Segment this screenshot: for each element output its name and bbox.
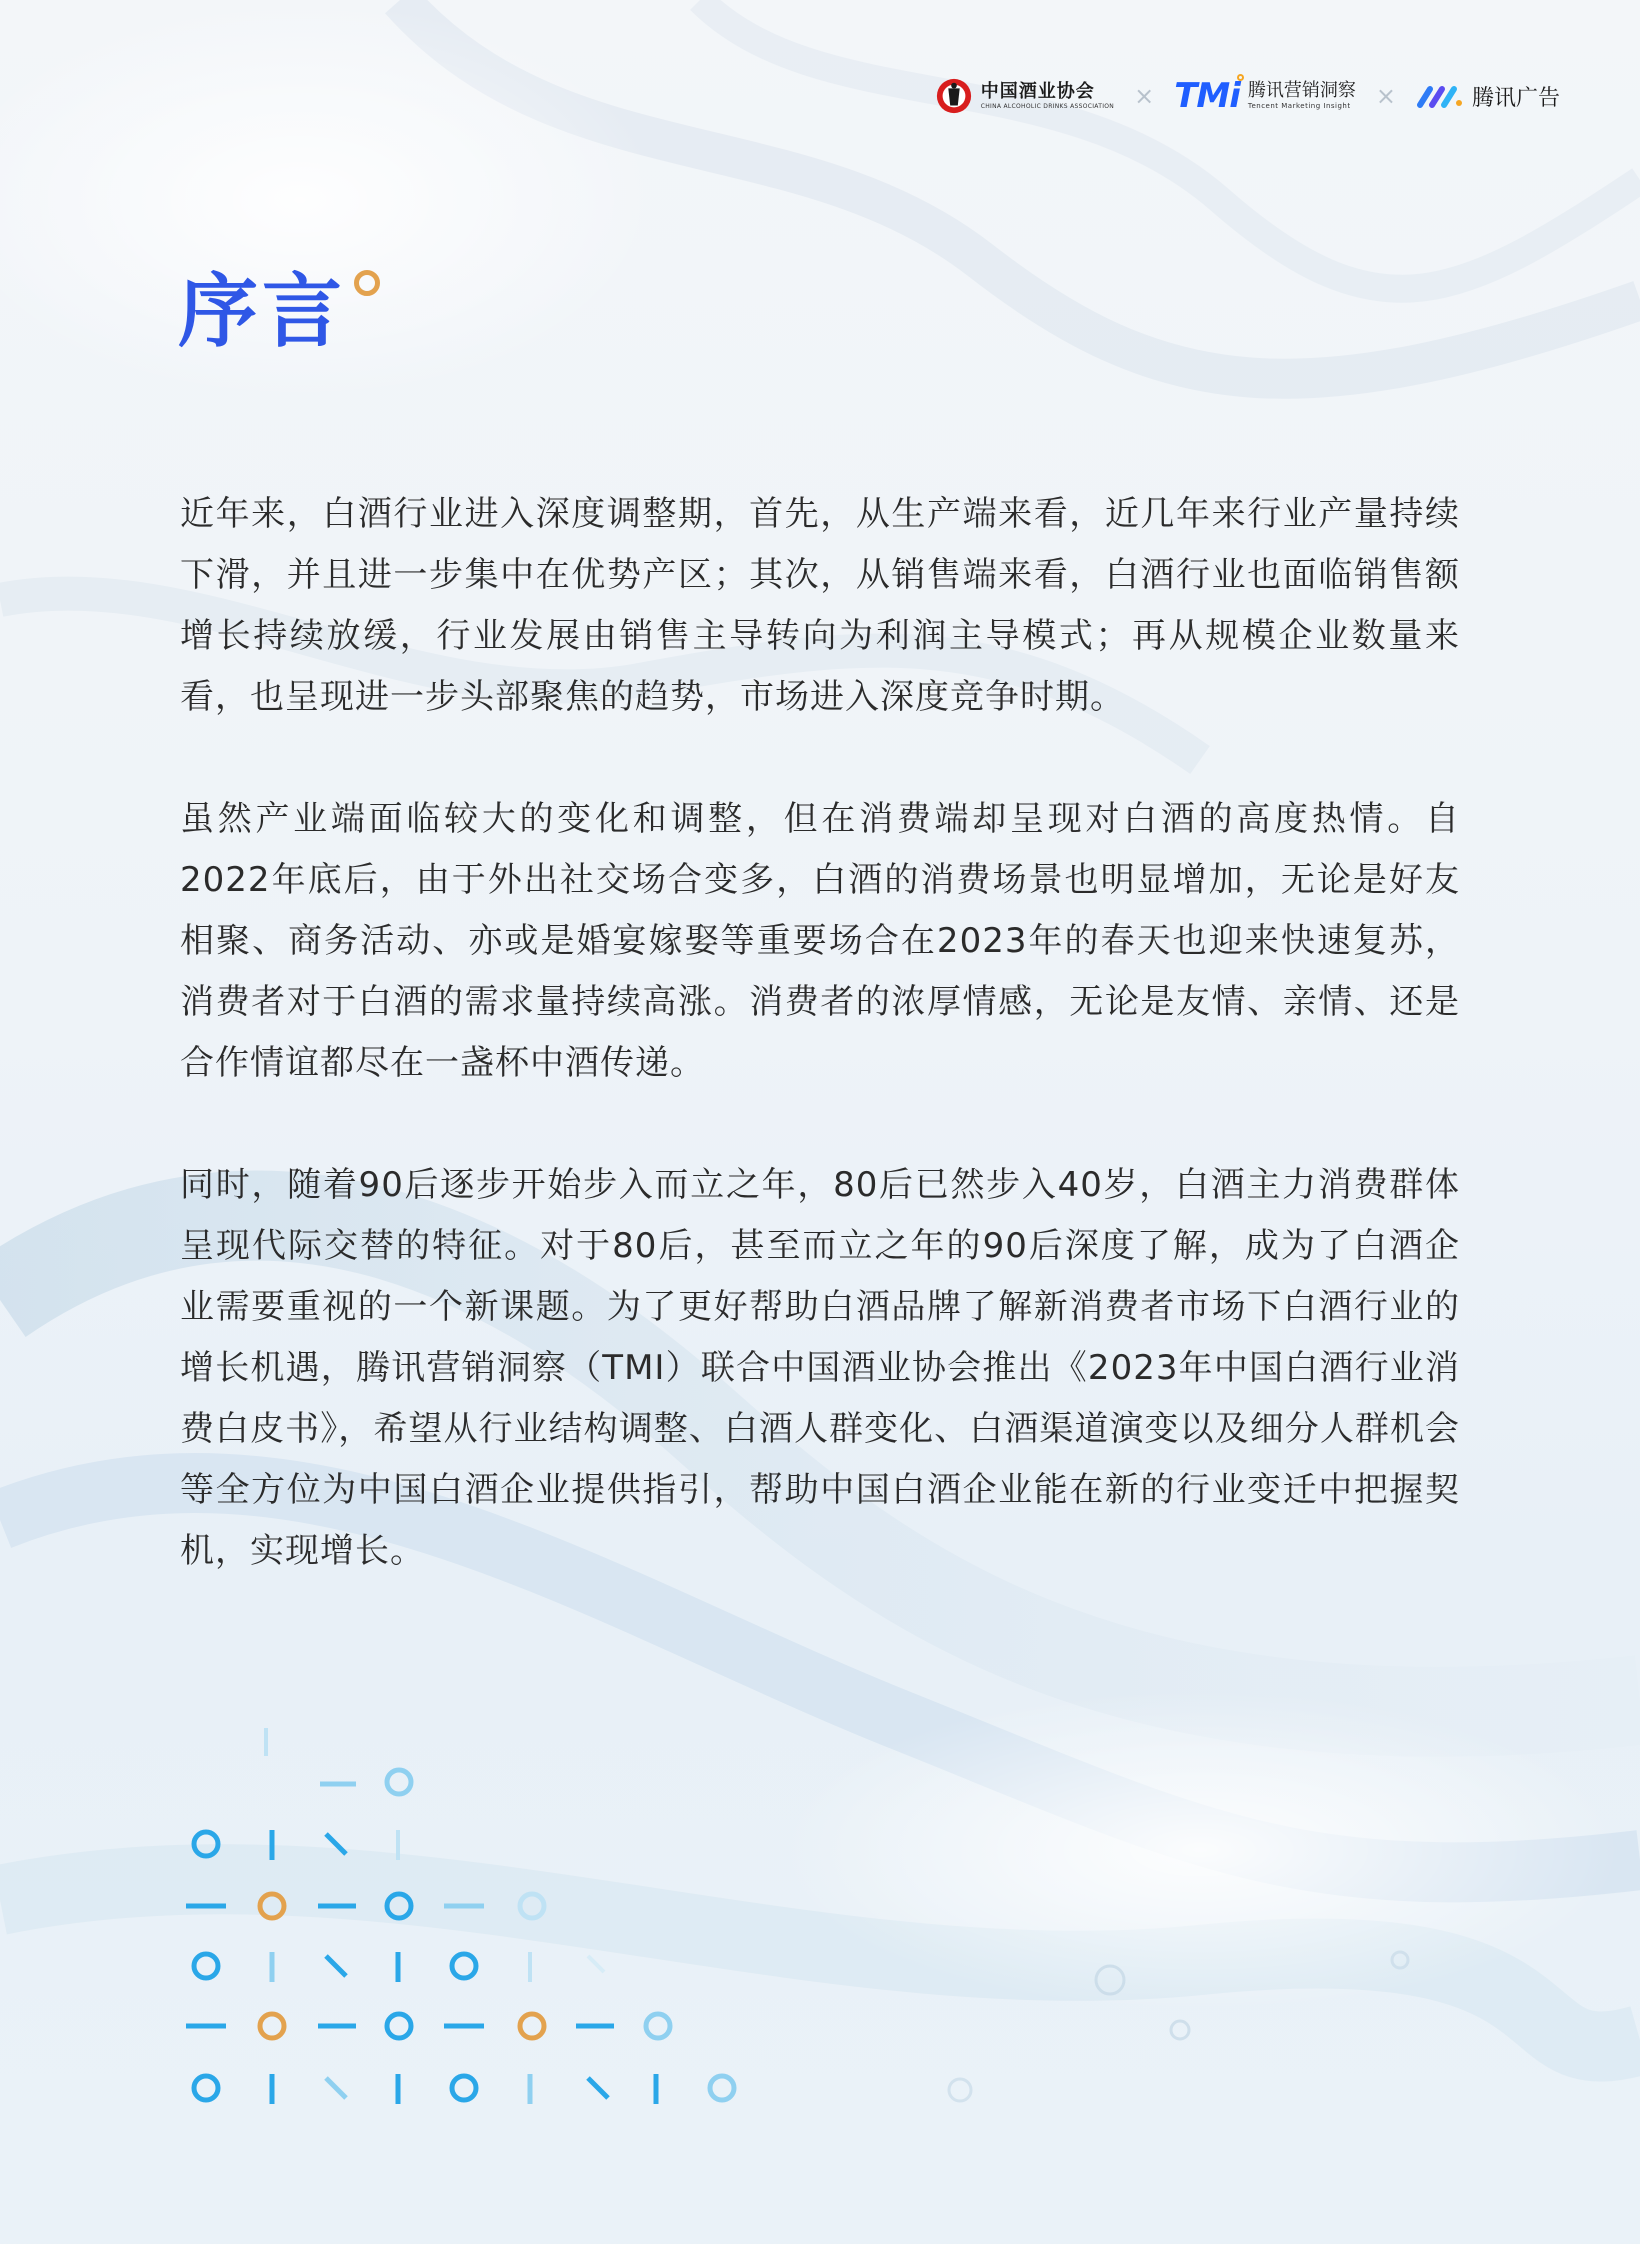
preface-body <box>180 484 1460 1643</box>
partner-logos <box>935 74 1560 118</box>
paragraph-2: 虽然产业端面临较大的变化和调整，但在消费端却呈现对白酒的高度热情。自2022年底后，由于外出社交场合变多，白酒的消费场景也明显增加，无论是好友相聚、商务活动、亦或是婚宴嫁娶等重要场合在2023年的春天也迎来快速复苏，消费者对于白酒的需求量持续高涨。消费者的浓厚情感，无论是友情、亲情、还是合作情谊都尽在一盏杯中酒传递。 <box>180 799 1460 1083</box>
tmi-mark-text: TMi <box>1174 76 1240 116</box>
tencent-ads-logo <box>1416 81 1560 112</box>
paragraph-3: 同时，随着90后逐步开始步入而立之年，80后已然步入40岁，白酒主力消费群体呈现代际交替的特征。对于80后，甚至而立之年的90后深度了解，成为了白酒企业需要重视的一个新课题。为了更好帮助白酒品牌了解新消费者市场下白酒行业的增长机遇，腾讯营销洞察（TMI）联合中国酒业协会推出《2023年中国白酒行业消费白皮书》，希望从行业结构调整、白酒人群变化、白酒渠道演变以及细分人群机会等全方位为中国白酒企业提供指引，帮助中国白酒企业能在新的行业变迁中把握契机，实现增长。 <box>180 1165 1460 1571</box>
tencent-ads-logo-icon <box>1416 81 1464 111</box>
decorative-pattern <box>0 1700 800 2140</box>
tmi-name-cn: 腾讯营销洞察 <box>1247 80 1356 101</box>
tmi-logo <box>1174 76 1356 116</box>
circle-accent-icon <box>354 270 380 296</box>
caa-logo <box>935 77 1114 115</box>
caa-name-en: CHINA ALCOHOLIC DRINKS ASSOCIATION <box>980 102 1115 110</box>
page-title: 序言 <box>178 265 346 358</box>
title-block <box>178 265 346 358</box>
tmi-dot-icon <box>1237 74 1244 81</box>
logo-separator: × <box>1375 82 1396 110</box>
tencent-ads-name: 腾讯广告 <box>1471 85 1560 111</box>
tmi-name-en: Tencent Marketing Insight <box>1247 102 1351 110</box>
china-alcoholic-drinks-association-logo-icon <box>935 77 973 115</box>
paragraph-1: 近年来，白酒行业进入深度调整期，首先，从生产端来看，近几年来行业产量持续下滑，并且进一步集中在优势产区；其次，从销售端来看，白酒行业也面临销售额增长持续放缓，行业发展由销售主导转向为利润主导模式；再从规模企业数量来看，也呈现进一步头部聚焦的趋势，市场进入深度竞争时期。 <box>180 494 1460 717</box>
caa-name-cn: 中国酒业协会 <box>980 80 1095 102</box>
tmi-mark <box>1174 76 1240 116</box>
logo-separator: × <box>1134 82 1155 110</box>
